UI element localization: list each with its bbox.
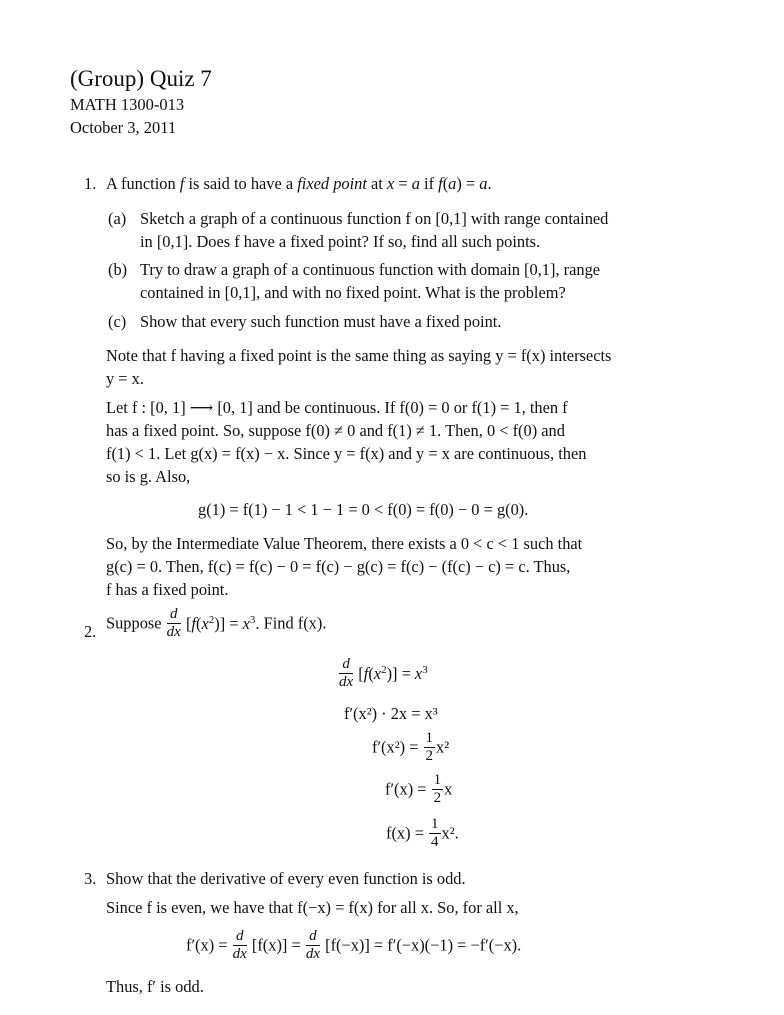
q1-statement: A function f is said to have a fixed point at x = a if f(a) = a. [106,174,492,193]
proof-line-4: so is g. Also, [106,467,191,486]
ivt-line-2: g(c) = 0. Then, f(c) = f(c) − 0 = f(c) − g(c) = f(c) − (f(c) − c) = c. Thus, [106,557,571,576]
q2-step-0: $\frac{d}{dx}$ $[f(x^2)] = x^3$ [339,656,428,690]
proof-line-2: has a fixed point. So, suppose f(0) ≠ 0 and f(1) ≠ 1. Then, 0 < f(0) and [106,421,565,440]
q2-step-1: f′(x²) · 2x = x³ [344,704,438,723]
q3-number: 3. [84,869,97,888]
quiz-title: (Group) Quiz 7 [70,66,212,91]
ivt-line-3: f has a fixed point. [106,580,229,599]
proof-line-1: Let f : [0, 1] ⟶ [0, 1] and be continuous. If f(0) = 0 or f(1) = 1, then f [106,398,568,417]
q3-conclusion: Thus, f′ is odd. [106,977,204,996]
q1-number: 1. [84,174,97,193]
q3-statement: Show that the derivative of every even function is odd. [106,869,466,888]
note-line2: y = x. [106,369,144,388]
q2-statement: Suppose $\frac{d}{dx}$ $[f(x^2)] = x^3$. Find f(x). [106,606,327,640]
proof-line-3: f(1) < 1. Let g(x) = f(x) − x. Since y = f(x) and y = x are continuous, then [106,444,587,463]
q3-display-equation: f′(x) = $\frac{d}{dx}$ [f(x)] = $\frac{d}{dx}$ [f(−x)] = f′(−x)(−1) = −f′(−x). [186,928,522,962]
q1b-label: (b) [108,260,128,279]
fixed-point-term: fixed point [297,174,367,193]
q2-step-2: f′(x²) = $\frac{1}{2}$ x² [372,730,450,764]
q1a-label: (a) [108,209,127,228]
display-equation: g(1) = f(1) − 1 < 1 − 1 = 0 < f(0) = f(0) − 0 = g(0). [198,500,529,519]
q1a-line2: in [0,1]. Does f have a fixed point? If so, find all such points. [140,232,541,251]
q1a-line1: Sketch a graph of a continuous function f on [0,1] with range contained [140,209,609,228]
q1b-line2: contained in [0,1], and with no fixed point. What is the problem? [140,283,566,302]
note-line1: Note that f having a fixed point is the same thing as saying y = f(x) intersects [106,346,612,365]
q1c-line1: Show that every such function must have a fixed point. [140,312,502,331]
course-number: MATH 1300-013 [70,95,185,114]
q3-line1: Since f is even, we have that f(−x) = f(x) for all x. So, for all x, [106,898,519,917]
q2-step-4: f(x) = $\frac{1}{4}$ x². [386,816,459,850]
ivt-line-1: So, by the Intermediate Value Theorem, there exists a 0 < c < 1 such that [106,534,583,553]
quiz-date: October 3, 2011 [70,118,177,137]
q1c-label: (c) [108,312,127,331]
q2-derivative-operator: $\frac{d}{dx}$ [166,606,181,640]
q2-number: 2. [84,622,97,641]
q1b-line1: Try to draw a graph of a continuous function with domain [0,1], range [140,260,601,279]
q2-step-3: f′(x) = $\frac{1}{2}$ x [385,772,453,806]
